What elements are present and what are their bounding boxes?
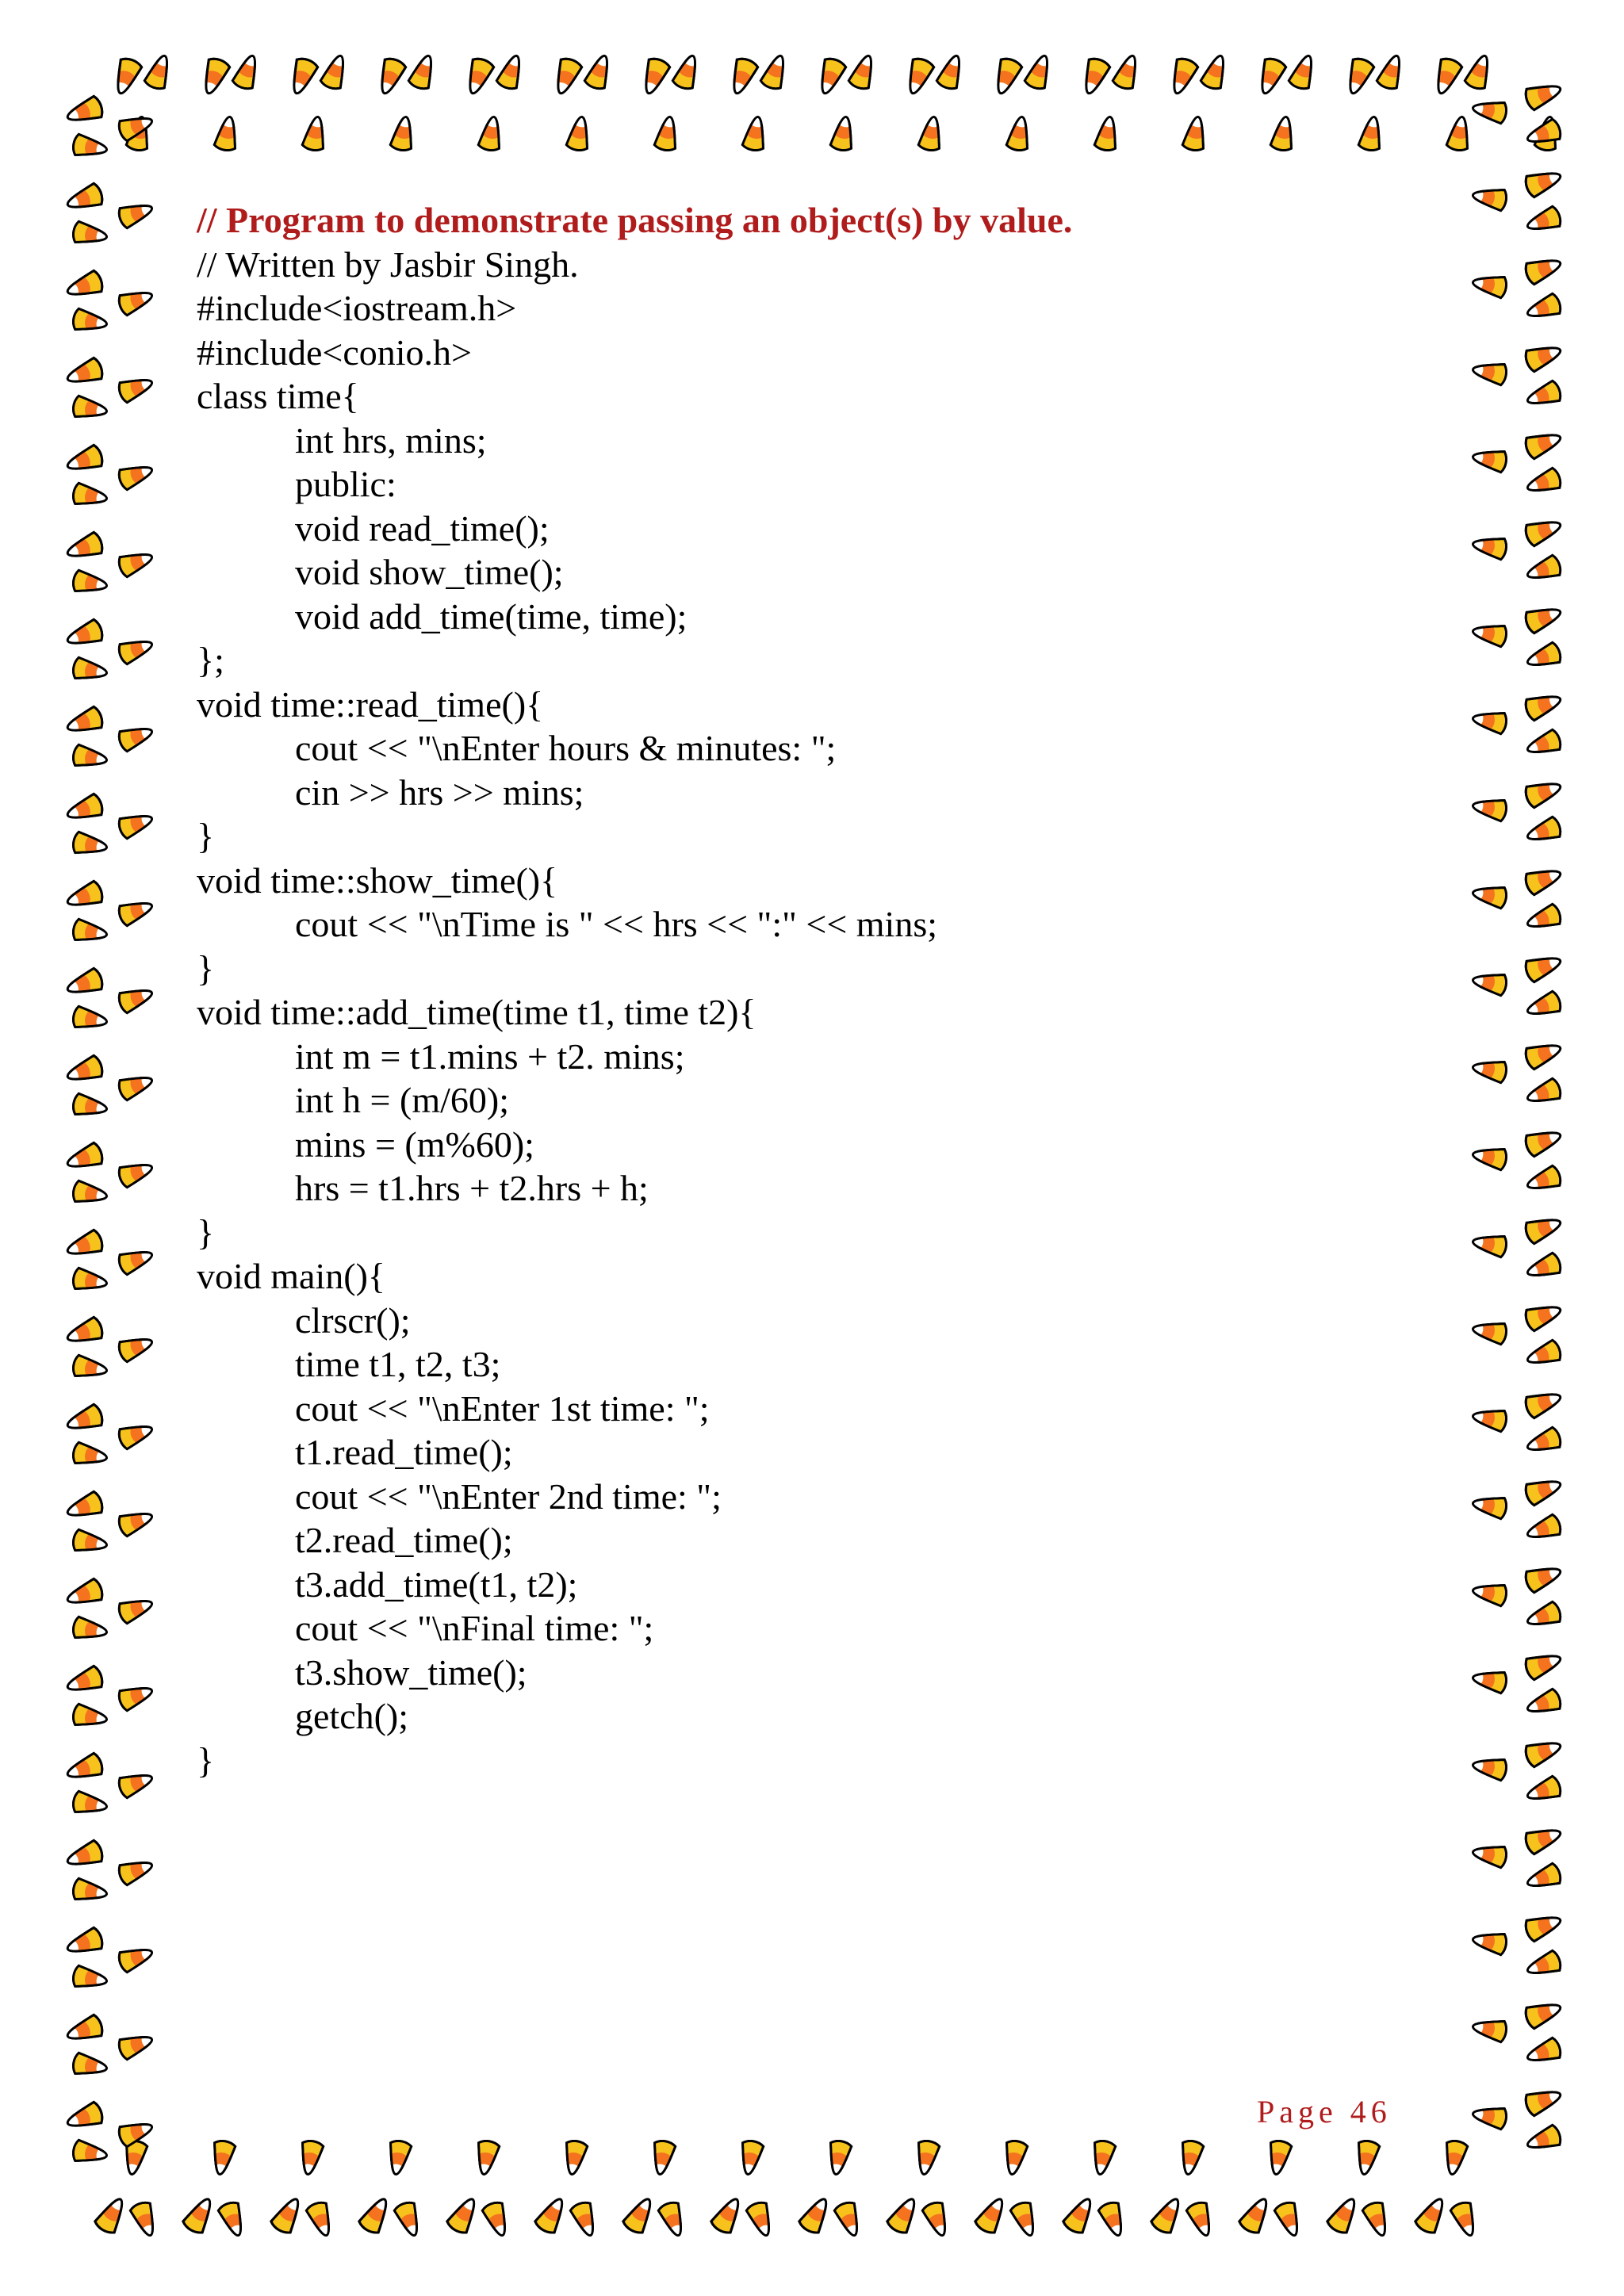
candy-corn-icon [72, 1093, 109, 1120]
candy-corn-icon [1376, 52, 1407, 91]
candy-corn-icon [286, 56, 320, 97]
candy-corn-icon [1471, 1406, 1507, 1433]
candy-corn-icon [1266, 2140, 1293, 2176]
candy-corn-icon [1523, 166, 1564, 199]
candy-corn-icon [830, 115, 857, 151]
candy-corn-icon [182, 2194, 218, 2236]
candy-corn-icon [990, 56, 1024, 97]
candy-corn-icon [1523, 1648, 1564, 1682]
candy-corn-icon [72, 570, 109, 597]
candy-corn-icon [1523, 863, 1564, 897]
candy-corn-icon [760, 52, 791, 91]
candy-corn-icon [72, 657, 109, 684]
candy-corn-icon [1446, 115, 1473, 151]
candy-corn-icon [117, 1768, 155, 1799]
candy-corn-icon [936, 52, 967, 91]
candy-corn-icon [117, 634, 155, 665]
code-lines [197, 243, 1465, 1783]
candy-corn-icon [1150, 2194, 1186, 2236]
candy-corn-icon [1471, 1667, 1507, 1694]
candy-corn-icon [1523, 253, 1564, 286]
candy-corn-icon [1523, 1735, 1564, 1769]
candy-corn-icon [974, 2194, 1010, 2236]
code-line: public: [295, 464, 396, 504]
candy-corn-icon [1471, 98, 1507, 124]
candy-corn-icon [1523, 602, 1564, 635]
candy-corn-icon [72, 396, 109, 423]
candy-corn-icon [117, 1070, 155, 1101]
candy-corn-icon [1274, 2200, 1304, 2239]
code-line: class time{ [197, 376, 359, 416]
candy-corn-icon [117, 1332, 155, 1363]
candy-corn-icon [64, 1752, 105, 1785]
candy-corn-icon [825, 2140, 852, 2176]
code-line: void time::read_time(){ [197, 683, 544, 725]
candy-corn-icon [305, 2200, 336, 2239]
candy-corn-icon [117, 1681, 155, 1712]
candy-corn-icon [72, 1791, 109, 1818]
candy-corn-icon [214, 115, 241, 151]
code-line: int m = t1.mins + t2. mins; [295, 1035, 685, 1077]
candy-corn-icon [72, 1878, 109, 1905]
candy-corn-icon [1200, 52, 1231, 91]
candy-corn-icon [64, 1142, 105, 1175]
code-line: cout << "\nTime is " << hrs << ":" << mins; [295, 904, 938, 944]
candy-corn-icon [117, 460, 155, 491]
candy-corn-icon [902, 56, 936, 97]
candy-corn-icon [1471, 2016, 1507, 2043]
candy-corn-icon [117, 1506, 155, 1537]
candy-corn-icon [1288, 52, 1319, 91]
page-number: Page 46 [1257, 2094, 1392, 2130]
candy-corn-icon [886, 2194, 922, 2236]
candy-corn-icon [1524, 990, 1563, 1021]
candy-corn-icon [1024, 52, 1055, 91]
candy-corn-icon [1471, 2103, 1507, 2130]
candy-corn-icon [446, 2194, 482, 2236]
candy-corn-icon [72, 134, 109, 161]
candy-corn-icon [622, 2194, 658, 2236]
candy-corn-icon [320, 52, 350, 91]
candy-corn-icon [1524, 1252, 1563, 1283]
candy-corn-icon [1358, 115, 1385, 151]
candy-corn-icon [64, 182, 105, 216]
candy-corn-icon [1523, 2084, 1564, 2118]
candy-corn-icon [1523, 689, 1564, 722]
candy-corn-icon [64, 1839, 105, 1873]
candy-corn-icon [1471, 621, 1507, 648]
candy-corn-icon [1524, 1688, 1563, 1719]
candy-corn-icon [64, 793, 105, 826]
candy-corn-icon [64, 2014, 105, 2047]
candy-corn-icon [117, 547, 155, 578]
code-line: cout << "\nFinal time: "; [295, 1608, 654, 1648]
candy-corn-icon [385, 2140, 412, 2176]
candy-corn-icon [64, 967, 105, 1001]
code-line: } [197, 816, 215, 856]
candy-corn-icon [72, 1355, 109, 1382]
candy-corn-icon [657, 2200, 688, 2239]
candy-corn-icon [1254, 56, 1288, 97]
code-line: cout << "\nEnter 1st time: "; [295, 1387, 710, 1429]
candy-corn-icon [117, 1855, 155, 1886]
candy-corn-icon [1414, 2194, 1450, 2236]
candy-corn-icon [1185, 2200, 1216, 2239]
candy-corn-icon [1524, 1862, 1563, 1893]
code-line: } [197, 1211, 215, 1253]
candy-corn-icon [1523, 515, 1564, 548]
candy-corn-icon [64, 270, 105, 303]
candy-corn-icon [374, 56, 408, 97]
candy-corn-icon [654, 115, 681, 151]
candy-corn-icon [742, 115, 769, 151]
candy-corn-icon [1166, 56, 1200, 97]
candy-corn-icon [117, 1594, 155, 1624]
candy-corn-icon [1524, 2037, 1563, 2068]
candy-corn-icon [1524, 380, 1563, 411]
code-line: cout << "\nEnter 2nd time: "; [295, 1475, 722, 1517]
candy-corn-icon [72, 1617, 109, 1644]
candy-corn-icon [1524, 2124, 1563, 2155]
candy-corn-icon [72, 919, 109, 946]
candy-corn-icon [270, 2194, 306, 2236]
candy-corn-icon [297, 2140, 324, 2176]
candy-corn-icon [408, 52, 439, 91]
candy-corn-icon [302, 115, 329, 151]
candy-corn-icon [1471, 185, 1507, 212]
code-line: int hrs, mins; [295, 419, 487, 461]
candy-corn-icon [1471, 1755, 1507, 1781]
candy-corn-icon [64, 1229, 105, 1262]
candy-corn-icon [584, 52, 615, 91]
candy-corn-icon [1524, 554, 1563, 585]
candy-corn-icon [1078, 56, 1112, 97]
candy-corn-icon [64, 706, 105, 739]
candy-corn-icon [64, 1403, 105, 1437]
candy-corn-icon [1097, 2200, 1128, 2239]
candy-corn-icon [1524, 1077, 1563, 1108]
code-line: #include<conio.h> [197, 331, 472, 373]
candy-corn-icon [72, 483, 109, 510]
candy-corn-icon [64, 1927, 105, 1960]
candy-corn-icon [921, 2200, 952, 2239]
candy-corn-icon [72, 1965, 109, 1992]
candy-corn-icon [1442, 2140, 1469, 2176]
candy-corn-icon [72, 1529, 109, 1556]
code-line: t3.add_time(t1, t2); [295, 1563, 578, 1605]
candy-corn-icon [1471, 446, 1507, 473]
code-line: time t1, t2, t3; [295, 1344, 501, 1384]
candy-corn-icon [1524, 903, 1563, 934]
program-title: // Program to demonstrate passing an object(s) by value. [197, 200, 1073, 240]
candy-corn-icon [72, 1181, 109, 1207]
candy-corn-icon [481, 2200, 512, 2239]
candy-corn-icon [1006, 115, 1033, 151]
candy-corn-icon [117, 809, 155, 840]
candy-corn-icon [117, 198, 155, 229]
candy-corn-icon [1524, 1950, 1563, 1980]
candy-corn-icon [672, 52, 703, 91]
candy-corn-icon [64, 1490, 105, 1524]
candy-corn-icon [117, 983, 155, 1014]
candy-corn-icon [129, 2200, 160, 2239]
code-line: t3.show_time(); [295, 1651, 527, 1693]
candy-corn-icon [1524, 293, 1563, 323]
candy-corn-icon [1523, 1823, 1564, 1856]
candy-corn-icon [72, 1268, 109, 1295]
candy-corn-icon [1471, 1318, 1507, 1345]
candy-corn-icon [1523, 1997, 1564, 2030]
candy-corn-icon [94, 2194, 130, 2236]
candy-corn-icon [117, 1245, 155, 1276]
candy-corn-icon [1062, 2194, 1098, 2236]
candy-corn-icon [1464, 52, 1495, 91]
candy-corn-icon [1362, 2200, 1392, 2239]
candy-corn-icon [1094, 115, 1121, 151]
candy-corn-icon [1471, 1144, 1507, 1171]
candy-corn-icon [638, 56, 672, 97]
candy-corn-icon [1523, 1299, 1564, 1333]
candy-corn-icon [1524, 1426, 1563, 1457]
code-line: void read_time(); [295, 507, 550, 549]
candy-corn-icon [117, 1942, 155, 1973]
candy-corn-icon [1471, 708, 1507, 735]
candy-corn-icon [117, 285, 155, 316]
candy-corn-icon [1523, 1038, 1564, 1071]
candy-corn-icon [1523, 427, 1564, 461]
candy-corn-icon [473, 2140, 500, 2176]
candy-corn-icon [72, 1704, 109, 1731]
candy-corn-icon [232, 52, 262, 91]
candy-corn-icon [72, 221, 109, 248]
candy-corn-icon [358, 2194, 394, 2236]
candy-corn-icon [72, 1442, 109, 1469]
candy-corn-icon [550, 56, 584, 97]
candy-corn-icon [64, 880, 105, 913]
candy-corn-icon [64, 1054, 105, 1088]
candy-corn-icon [1471, 1231, 1507, 1258]
code-line: } [197, 1739, 215, 1781]
candy-corn-icon [1523, 1212, 1564, 1246]
candy-corn-icon [918, 115, 945, 151]
candy-corn-icon [1523, 78, 1564, 112]
candy-corn-icon [1450, 2200, 1480, 2239]
candy-corn-icon [64, 618, 105, 652]
candy-corn-icon [1009, 2200, 1040, 2239]
candy-corn-icon [1524, 1513, 1563, 1544]
candy-corn-icon [1524, 467, 1563, 498]
candy-corn-icon [72, 1006, 109, 1033]
candy-corn-icon [72, 2053, 109, 2080]
candy-corn-icon [1524, 641, 1563, 672]
candy-corn-icon [1471, 1580, 1507, 1607]
candy-corn-icon [1471, 1842, 1507, 1869]
candy-corn-icon [814, 56, 848, 97]
code-line: t2.read_time(); [295, 1520, 513, 1560]
candy-corn-icon [393, 2200, 424, 2239]
candy-corn-icon [1524, 729, 1563, 760]
candy-corn-icon [1523, 951, 1564, 984]
candy-corn-icon [1431, 56, 1464, 97]
candy-corn-icon [1471, 970, 1507, 997]
candy-corn-icon [745, 2200, 776, 2239]
candy-corn-icon [64, 357, 105, 390]
candy-corn-icon [72, 308, 109, 335]
candy-corn-icon [561, 2140, 588, 2176]
candy-corn-icon [1524, 1165, 1563, 1196]
candy-corn-icon [534, 2194, 570, 2236]
candy-corn-icon [1471, 882, 1507, 909]
candy-corn-icon [64, 531, 105, 564]
code-line: mins = (m%60); [295, 1123, 534, 1165]
candy-corn-icon [649, 2140, 676, 2176]
candy-corn-icon [1112, 52, 1143, 91]
candy-corn-icon [1523, 1561, 1564, 1594]
candy-corn-icon [1523, 1387, 1564, 1420]
candy-corn-icon [737, 2140, 764, 2176]
code-line: getch(); [295, 1696, 409, 1736]
candy-corn-icon [1523, 1474, 1564, 1507]
candy-corn-icon [710, 2194, 746, 2236]
candy-corn-icon [209, 2140, 236, 2176]
code-listing [197, 198, 1465, 1782]
candy-corn-icon [64, 2101, 105, 2134]
code-line: void time::add_time(time t1, time t2){ [197, 992, 756, 1032]
candy-corn-icon [569, 2200, 600, 2239]
code-line: #include<iostream.h> [197, 288, 517, 328]
candy-corn-icon [496, 52, 527, 91]
candy-corn-icon [1090, 2140, 1116, 2176]
candy-corn-icon [1524, 1601, 1563, 1632]
candy-corn-icon [117, 1419, 155, 1450]
code-line: cout << "\nEnter hours & minutes: "; [295, 728, 837, 768]
candy-corn-icon [1178, 2140, 1205, 2176]
candy-corn-icon [117, 721, 155, 752]
candy-corn-icon [1471, 359, 1507, 386]
code-line: void time::show_time(){ [197, 859, 558, 901]
code-line: hrs = t1.hrs + t2.hrs + h; [295, 1168, 649, 1208]
candy-corn-icon [1326, 2194, 1362, 2236]
candy-corn-icon [1342, 56, 1376, 97]
candy-corn-icon [64, 444, 105, 477]
candy-corn-icon [1523, 1910, 1564, 1943]
candy-corn-icon [1354, 2140, 1381, 2176]
candy-corn-icon [198, 56, 232, 97]
candy-corn-icon [1471, 1493, 1507, 1520]
code-line: }; [197, 640, 224, 680]
candy-corn-icon [72, 832, 109, 859]
candy-corn-icon [914, 2140, 940, 2176]
candy-corn-icon [1182, 115, 1209, 151]
candy-corn-icon [1524, 1775, 1563, 1806]
candy-corn-icon [1270, 115, 1297, 151]
candy-corn-icon [64, 95, 105, 128]
code-line: cin >> hrs >> mins; [295, 771, 584, 813]
candy-corn-icon [72, 2140, 109, 2167]
candy-corn-icon [390, 115, 417, 151]
code-line: void add_time(time, time); [295, 595, 688, 637]
candy-corn-icon [1471, 1057, 1507, 1084]
candy-corn-icon [1471, 795, 1507, 822]
code-line: void show_time(); [295, 552, 564, 592]
candy-corn-icon [848, 52, 879, 91]
candy-corn-icon [798, 2194, 834, 2236]
code-line: int h = (m/60); [295, 1080, 509, 1120]
candy-corn-icon [462, 56, 496, 97]
code-line: clrscr(); [295, 1299, 411, 1341]
candy-corn-icon [1002, 2140, 1028, 2176]
candy-corn-icon [64, 1316, 105, 1349]
candy-corn-icon [117, 1158, 155, 1188]
candy-corn-icon [1471, 534, 1507, 561]
code-line: t1.read_time(); [295, 1432, 513, 1472]
candy-corn-icon [478, 115, 505, 151]
candy-corn-icon [117, 2030, 155, 2061]
candy-corn-icon [1523, 1125, 1564, 1158]
candy-corn-icon [1524, 816, 1563, 847]
candy-corn-icon [64, 1665, 105, 1698]
candy-corn-icon [1524, 205, 1563, 236]
candy-corn-icon [117, 373, 155, 404]
candy-corn-icon [833, 2200, 864, 2239]
candy-corn-icon [72, 744, 109, 771]
candy-corn-icon [726, 56, 760, 97]
candy-corn-icon [110, 56, 144, 97]
candy-corn-icon [1523, 776, 1564, 809]
code-line: // Written by Jasbir Singh. [197, 243, 579, 285]
candy-corn-icon [1523, 340, 1564, 373]
candy-corn-icon [1238, 2194, 1274, 2236]
code-line: } [197, 947, 215, 989]
candy-corn-icon [1471, 1929, 1507, 1956]
code-line: void main(){ [197, 1256, 385, 1296]
candy-corn-icon [1471, 272, 1507, 299]
candy-corn-icon [64, 1578, 105, 1611]
candy-corn-icon [144, 52, 174, 91]
candy-corn-icon [1524, 1339, 1563, 1370]
candy-corn-icon [117, 896, 155, 927]
candy-corn-icon [217, 2200, 248, 2239]
candy-corn-icon [566, 115, 593, 151]
